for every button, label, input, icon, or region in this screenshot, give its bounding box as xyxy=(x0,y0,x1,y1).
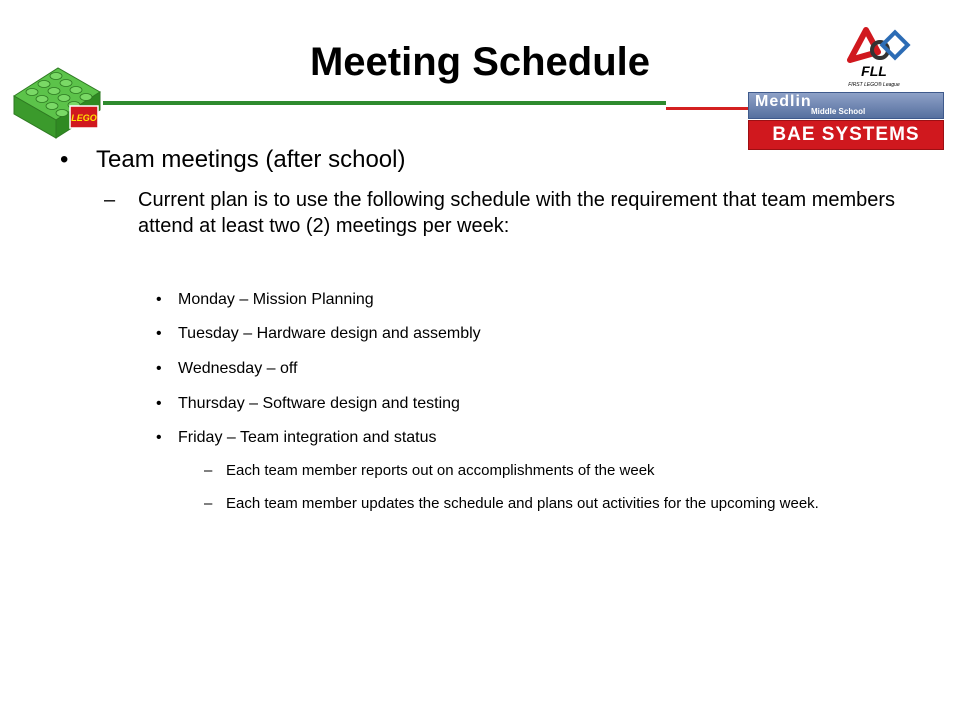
svg-text:FIRST LEGO® League: FIRST LEGO® League xyxy=(848,82,900,88)
main-heading-bullet: Team meetings (after school) xyxy=(96,146,406,173)
medlin-subtitle: Middle School xyxy=(811,107,866,116)
dash-icon: – xyxy=(204,495,213,512)
bae-systems-logo: BAE SYSTEMS xyxy=(748,120,944,150)
medlin-name: Medlin xyxy=(755,93,812,110)
day-monday: Monday – Mission Planning xyxy=(178,291,374,308)
svg-text:LEGO: LEGO xyxy=(71,113,97,123)
bullet-icon: • xyxy=(156,360,162,377)
lego-brick-logo xyxy=(12,62,102,140)
day-friday: Friday – Team integration and status xyxy=(178,429,437,446)
bullet-icon: • xyxy=(156,325,162,342)
bullet-icon: • xyxy=(156,291,162,308)
friday-detail-reports: Each team member reports out on accomplishments of the week xyxy=(226,462,655,479)
slide-title: Meeting Schedule xyxy=(309,40,651,84)
title-underline-green xyxy=(103,101,666,105)
day-wednesday: Wednesday – off xyxy=(178,360,298,377)
plan-description: Current plan is to use the following schedule with the requirement that team members attend at least two (2) meetings per week: xyxy=(138,189,896,237)
bullet-icon: • xyxy=(60,146,69,173)
bullet-icon: • xyxy=(156,429,162,446)
bullet-icon: • xyxy=(156,395,162,412)
friday-detail-updates: Each team member updates the schedule and plans out activities for the upcoming week. xyxy=(226,495,819,512)
fll-logo xyxy=(836,26,918,94)
medlin-middle-school-logo xyxy=(748,92,944,119)
dash-icon: – xyxy=(104,189,116,211)
day-tuesday: Tuesday – Hardware design and assembly xyxy=(178,325,481,342)
day-thursday: Thursday – Software design and testing xyxy=(178,395,460,412)
svg-text:FLL: FLL xyxy=(861,63,887,79)
dash-icon: – xyxy=(204,462,213,479)
